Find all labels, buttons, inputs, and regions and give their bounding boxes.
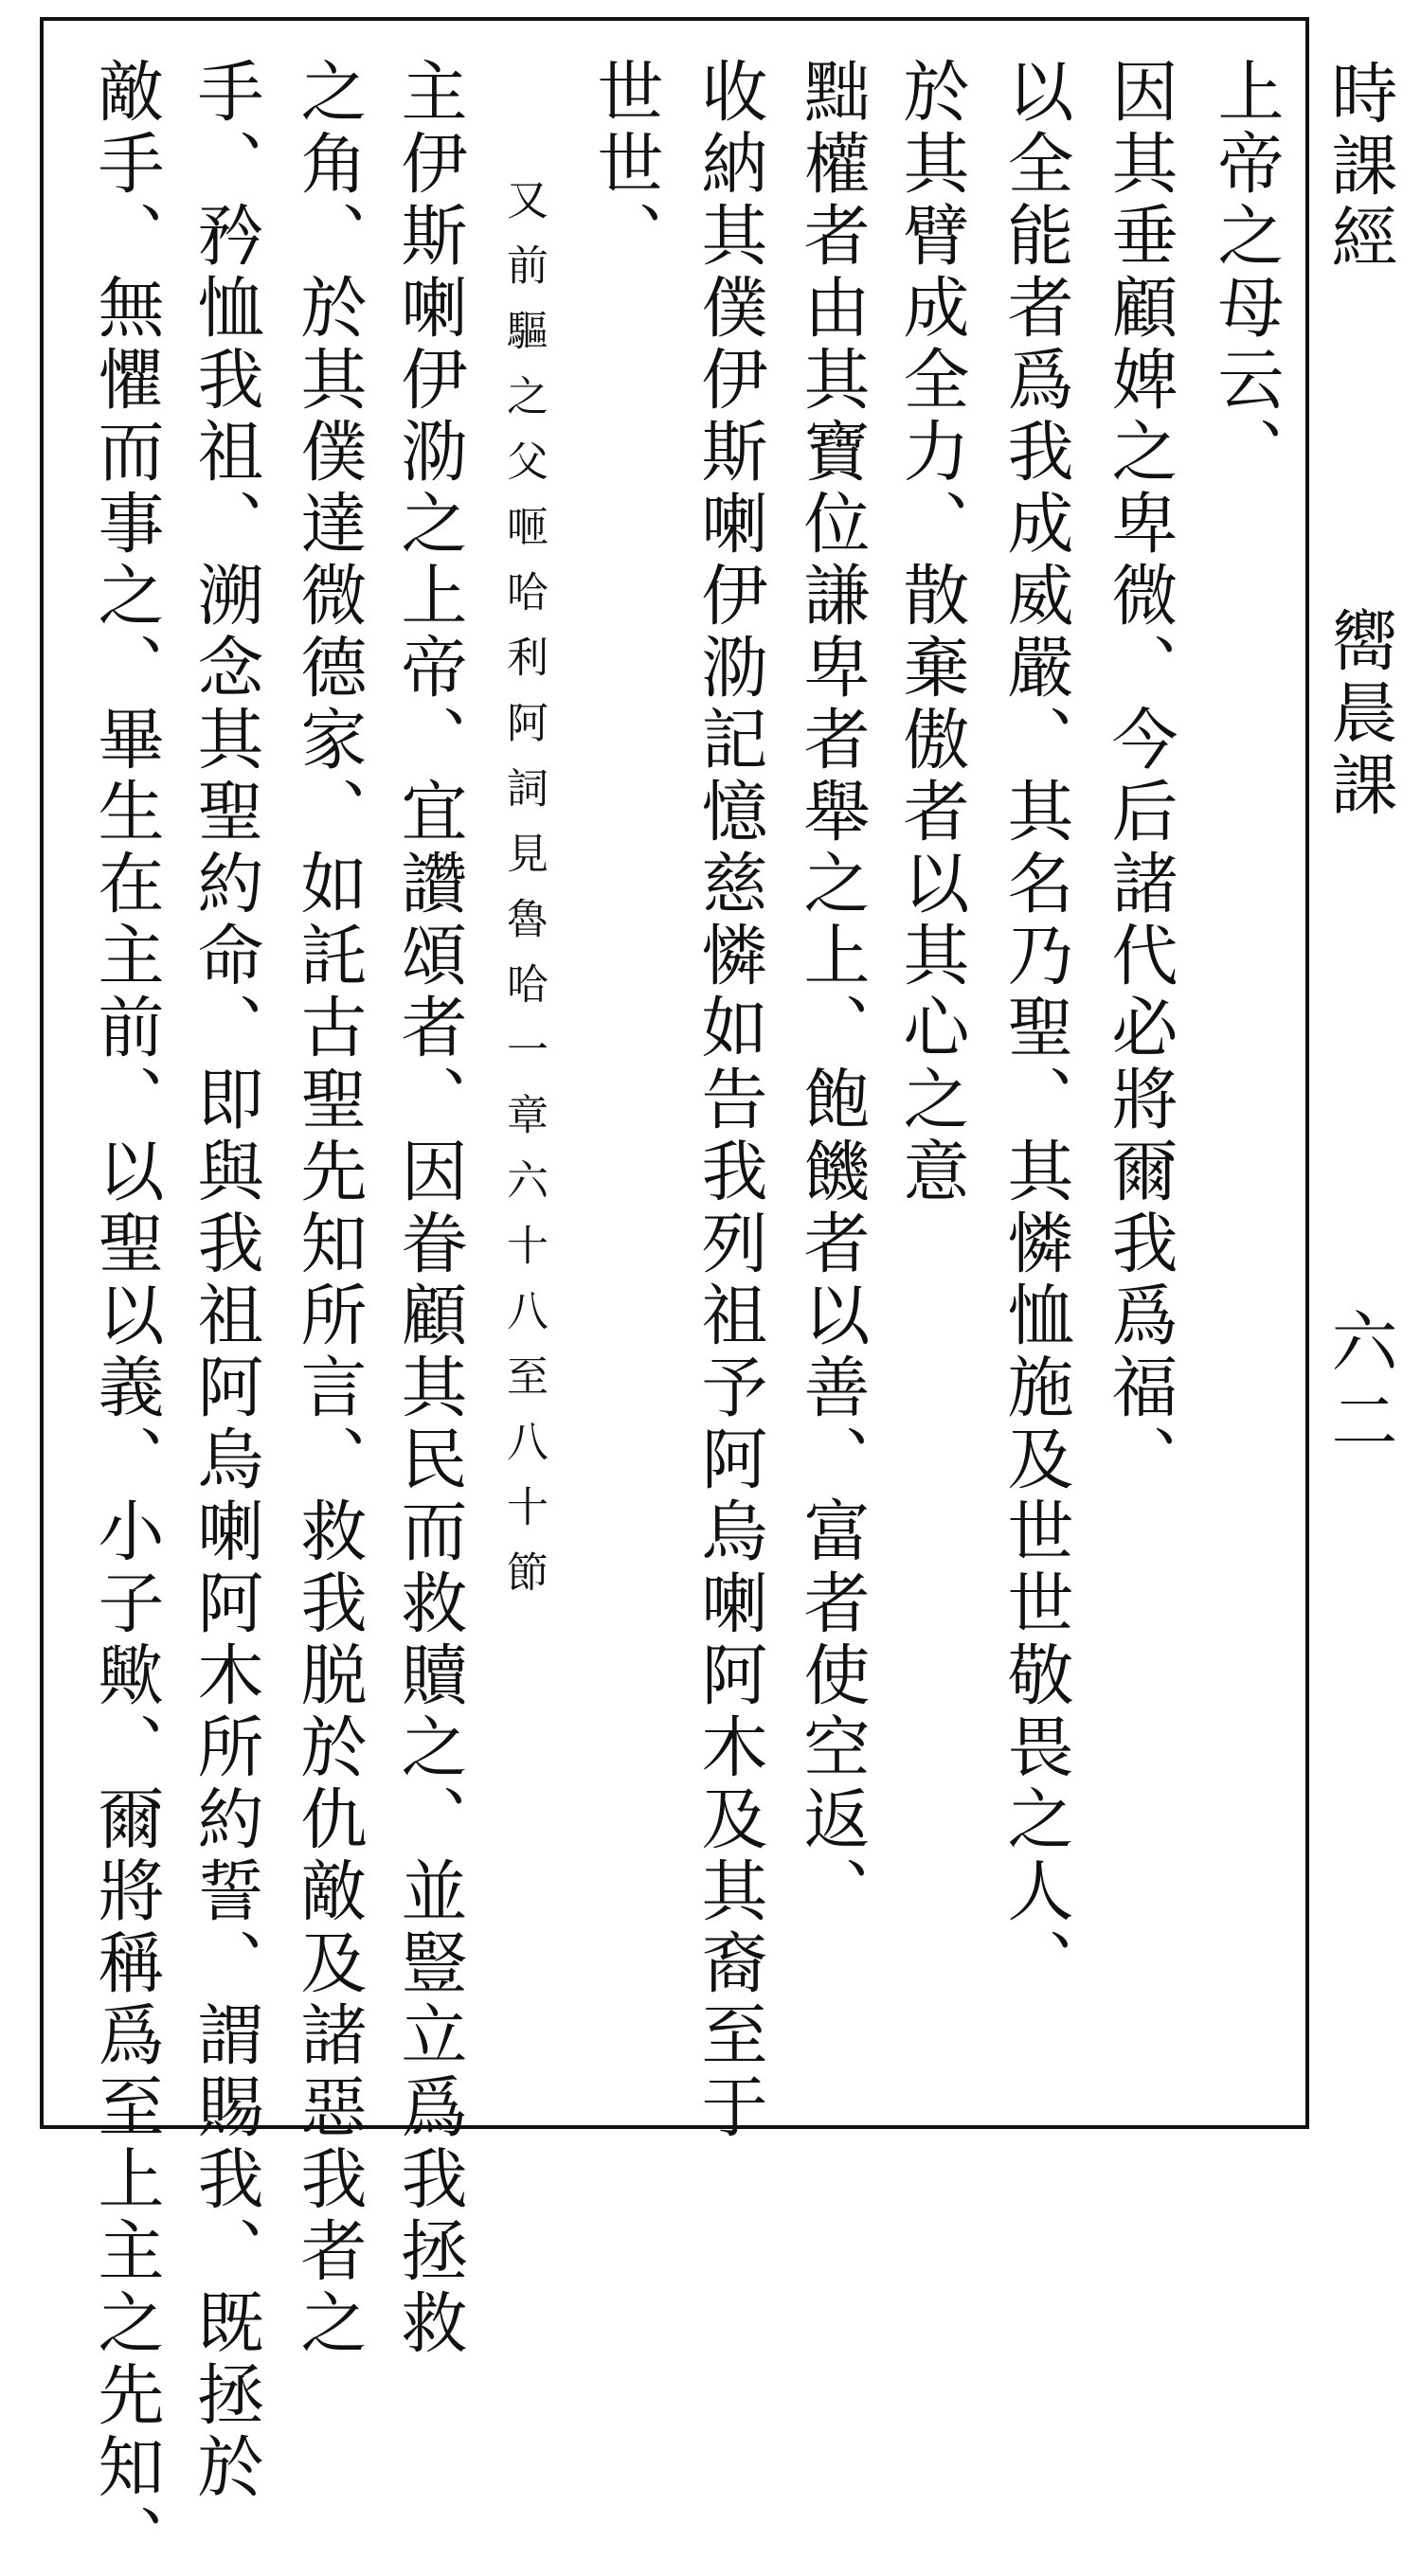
text-column-3: 以全能者爲我成威嚴、其名乃聖、其憐恤施及世世敬畏之人、 xyxy=(997,57,1074,2000)
rubric-note: 又前驅之父咂哈利阿詞見魯哈一章六十八至八十節 xyxy=(499,178,548,1616)
text-column-11: 敵手、無懼而事之、畢生在主前、以聖以義、小子歟、爾將稱爲至上主之先知、 xyxy=(87,57,165,2576)
book-title: 時課經 xyxy=(1321,59,1398,275)
text-column-4: 於其臂成全力、散棄傲者以其心之意 xyxy=(892,57,970,1208)
text-column-6: 收納其僕伊斯喇伊泐記憶慈憐如告我列祖予阿烏喇阿木及其裔至于 xyxy=(691,57,768,2144)
text-column-9: 之角、於其僕達微德家、如託古聖先知所言、救我脱於仇敵及諸惡我者之 xyxy=(290,57,368,2360)
text-column-1: 上帝之母云、 xyxy=(1207,57,1285,489)
section-title: 嚮晨課 xyxy=(1321,606,1398,822)
text-column-8: 主伊斯喇伊泐之上帝、宜讚頌者、因眷顧其民而救贖之、並豎立爲我拯救 xyxy=(390,57,468,2360)
page-number: 六二 xyxy=(1321,1307,1398,1466)
text-column-5: 黜權者由其寶位謙卑者舉之上、飽饑者以善、富者使空返、 xyxy=(793,57,871,1928)
text-column-2: 因其垂顧婢之卑微、今后諸代必將爾我爲福、 xyxy=(1101,57,1178,1496)
text-column-7: 世世、 xyxy=(586,57,664,273)
text-column-10: 手、矜恤我祖、溯念其聖約命、即與我祖阿烏喇阿木所約誓、謂賜我、既拯於 xyxy=(187,57,264,2504)
